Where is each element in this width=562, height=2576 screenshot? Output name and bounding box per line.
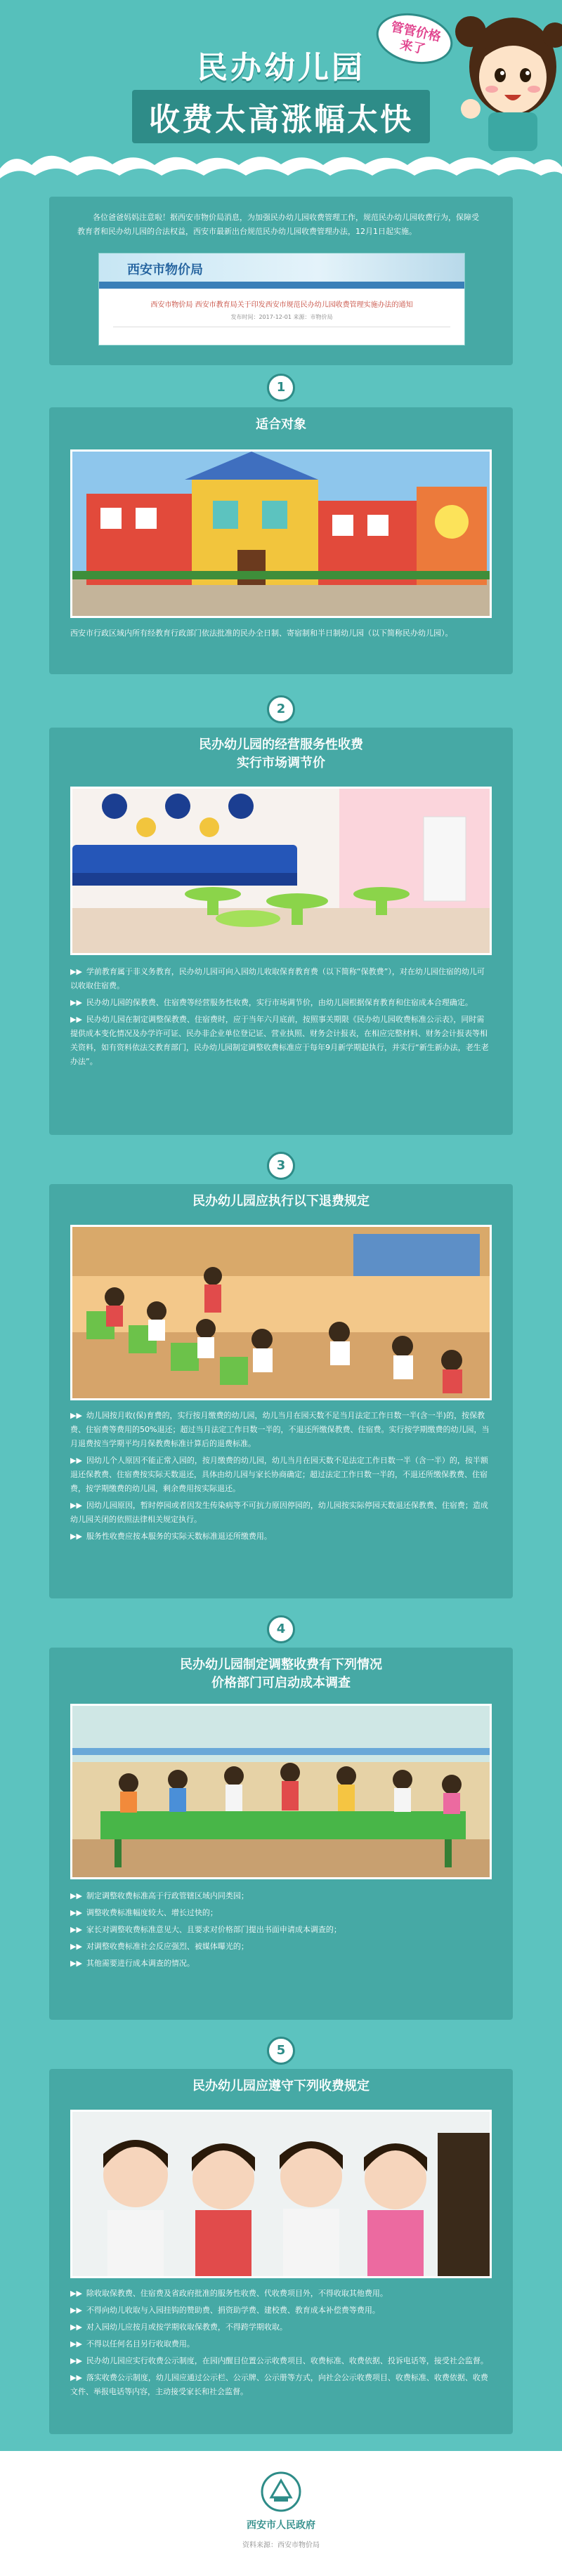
section-5-heading: 民办幼儿园应遵守下列收费规定 [192,2079,370,2094]
arrow-icon: ▶▶ [70,1501,82,1510]
arrow-icon: ▶▶ [70,1456,82,1465]
arrow-icon: ▶▶ [70,998,82,1007]
intro-text [77,211,485,243]
section-5-marker [0,2037,562,2065]
section-5-text [70,2287,492,2402]
arrow-icon: ▶▶ [70,1959,82,1968]
arrow-icon: ▶▶ [70,1532,82,1541]
section-5-item: ▶▶ 民办幼儿园应实行收费公示制度，在园内醒目位置公示收费项目、收费标准、收费依据、投诉电话等，接受社会监督。 [70,2356,488,2365]
section-1-marker [0,374,562,402]
section-number: 2 [267,695,295,723]
kindergarten-building-photo [70,449,492,618]
classroom-image [72,789,490,953]
children-class-photo [70,1225,492,1400]
section-1-paragraph: 西安市行政区域内所有经教育行政部门依法批准的民办全日制、寄宿制和半日制幼儿园（以下简称民办幼儿园）。 [70,629,453,638]
title-line2: 收费太高涨幅太快 [132,90,430,143]
website-name: 西安市物价局 [127,263,203,277]
speech-bubble: 管管价格 来了 [372,6,457,70]
arrow-icon: ▶▶ [70,2289,82,2298]
section-number: 5 [267,2037,295,2065]
arrow-icon: ▶▶ [70,1942,82,1951]
section-4-item: ▶▶ 对调整收费标准社会反应强烈、被媒体曝光的； [70,1942,249,1951]
footer-organization: 西安市人民政府 [247,2520,315,2531]
header [0,0,562,176]
government-logo-icon [260,2471,302,2513]
section-number: 4 [267,1615,295,1643]
arrow-icon: ▶▶ [70,2373,82,2382]
arrow-icon: ▶▶ [70,1411,82,1420]
section-4-heading-line2: 价格部门可启动成本调查 [211,1676,351,1690]
arrow-icon: ▶▶ [70,967,82,976]
arrow-icon: ▶▶ [70,2322,82,2332]
section-number: 1 [267,374,295,402]
intro-paragraph: 各位爸爸妈妈注意啦！据西安市物价局消息，为加强民办幼儿园收费管理工作，规范民办幼儿园收费行为，保障受教育者和民办幼儿园的合法权益，西安市最新出台规范民办幼儿园收费管理办法，12月1日起实施。 [77,213,479,236]
section-2-text [70,965,492,1072]
section-3-paragraph: ▶▶ 服务性收费应按本服务的实际天数标准退还所缴费用。 [70,1532,272,1541]
section-1-text [70,626,492,643]
smiling-children-image [72,2112,490,2276]
section-4-heading-line1: 民办幼儿园制定调整收费有下列情况 [180,1657,382,1672]
section-2-heading-line1: 民办幼儿园的经营服务性收费 [199,737,363,752]
section-5-item: ▶▶ 不得向幼儿收取与入园挂钩的赞助费、捐资助学费、建校费、教育成本补偿费等费用。 [70,2306,380,2315]
children-class-image [72,1227,490,1398]
section-2-heading-line2: 实行市场调节价 [237,756,325,770]
section-4-text [70,1889,492,1973]
section-2-paragraph: ▶▶ 学前教育属于非义务教育，民办幼儿园可向入园幼儿收取保育教育费（以下简称“保教费”），对在幼儿园住宿的幼儿可以收取住宿费。 [70,967,485,990]
section-4-heading [0,1656,562,1693]
article-meta: 发布时间：2017-12-01 来源：市物价局 [230,314,333,320]
arrow-icon: ▶▶ [70,2306,82,2315]
section-4-item: ▶▶ 其他需要进行成本调查的情况。 [70,1959,195,1968]
section-3-marker [0,1152,562,1180]
arrow-icon: ▶▶ [70,1015,82,1024]
website-navbar [99,282,464,289]
section-2-heading [0,736,562,773]
section-3-text [70,1409,492,1546]
section-3-paragraph: ▶▶ 因幼儿个人原因不能正常入园的，按月缴费的幼儿园，幼儿当月在园天数不足法定工作日数一半（含一半）的，按半额退还保教费、住宿费按实际天数退还，具体由幼儿园与家长协商确定；超过法定工作日数一半的，不退还所缴保教费、住宿费，按学期缴费的幼儿园，剩余费用按实际退还。 [70,1456,488,1493]
arrow-icon: ▶▶ [70,1891,82,1900]
arrow-icon: ▶▶ [70,1908,82,1917]
section-5-item: ▶▶ 对入园幼儿应按月或按学期收取保教费，不得跨学期收取。 [70,2322,287,2332]
section-3-paragraph: ▶▶ 因幼儿园原因，暂时停园或者因发生传染病等不可抗力原因停园的，幼儿园按实际停园天数退还保教费、住宿费；造成幼儿园关闭的依照法律相关规定执行。 [70,1501,488,1524]
arrow-icon: ▶▶ [70,2339,82,2348]
article-title: 西安市物价局 西安市教育局关于印发西安市规范民办幼儿园收费管理实施办法的通知 [150,301,413,309]
footer [0,2451,562,2576]
children-table-image [72,1706,490,1877]
section-5-item: ▶▶ 落实收费公示制度，幼儿园应通过公示栏、公示牌、公示册等方式，向社会公示收费项目、收费标准、收费依据、收费文件、举报电话等内容，主动接受家长和社会监督。 [70,2373,488,2396]
footer-source: 资料来源：西安市物价局 [242,2542,320,2549]
section-1-heading: 适合对象 [256,417,306,432]
title-line2-wrap [105,90,457,143]
title-line1: 民办幼儿园 [197,50,365,86]
smiling-children-photo [70,2110,492,2278]
cartoon-girl-illustration [450,4,562,151]
section-4-item: ▶▶ 家长对调整收费标准意见大、且要求对价格部门提出书面申请成本调查的； [70,1925,341,1934]
website-banner [99,254,464,282]
building-image [72,452,490,616]
section-4-item: ▶▶ 调整收费标准幅度较大、增长过快的； [70,1908,218,1917]
classroom-furniture-photo [70,787,492,955]
children-table-photo [70,1704,492,1879]
section-4-marker [0,1615,562,1643]
section-2-marker [0,695,562,723]
section-2-paragraph: ▶▶ 民办幼儿园的保教费、住宿费等经营服务性收费，实行市场调节价，由幼儿园根据保育教育和住宿成本合理确定。 [70,998,473,1007]
section-number: 3 [267,1152,295,1180]
website-screenshot [98,253,465,346]
cloud-divider [0,147,562,190]
arrow-icon: ▶▶ [70,2356,82,2365]
section-4-item: ▶▶ 制定调整收费标准高于行政管辖区域内同类园； [70,1891,249,1900]
section-3-heading: 民办幼儿园应执行以下退费规定 [192,1194,370,1209]
arrow-icon: ▶▶ [70,1925,82,1934]
section-3-paragraph: ▶▶ 幼儿园按月收(保)育费的，实行按月缴费的幼儿园，幼儿当月在园天数不足当月法定工作日数一半(含一半)的，按保教费、住宿费等费用的50%退还；超过当月法定工作日数一半的，不退还所缴保教费、住宿费。实行按学期缴费的幼儿园，当月退费按当学期平均月保教费标准计算后的退费标准。 [70,1411,490,1448]
section-5-item: ▶▶ 除收取保教费、住宿费及省政府批准的服务性收费、代收费项目外，不得收取其他费用。 [70,2289,388,2298]
section-2-paragraph: ▶▶ 民办幼儿园在制定调整保教费、住宿费时，应于当年六月底前，按照事关期限《民办幼儿园收费标准公示表》，同时需提供成本变化情况及办学许可证、民办非企业单位登记证、营业执照、财务会计报表，在相应完整材料、财务会计报表等相关资料，如有资料依法交教育部门，民办幼儿园制定调整收费标准应于每年9月新学期起执行，并实行“新生新办法，老生老办法”。 [70,1015,489,1066]
section-5-item: ▶▶ 不得以任何名目另行收取费用。 [70,2339,195,2348]
